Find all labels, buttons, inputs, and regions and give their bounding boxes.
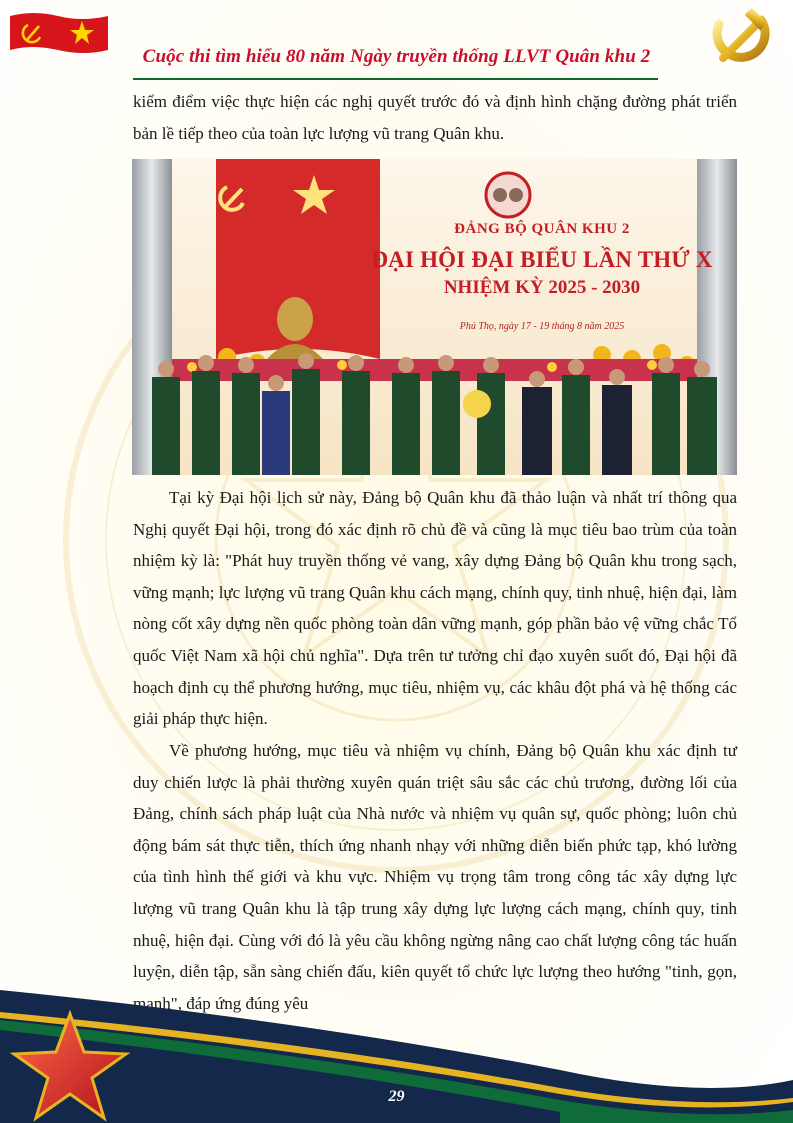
header-divider — [133, 78, 658, 80]
page-header-title: Cuộc thi tìm hiểu 80 năm Ngày truyền thống LLVT Quân khu 2 — [142, 46, 651, 67]
backdrop-line-1: ĐẢNG BỘ QUÂN KHU 2 — [454, 221, 630, 237]
body-paragraph-2: Về phương hướng, mục tiêu và nhiệm vụ chính, Đảng bộ Quân khu xác định tư duy chiến lược là phải thường xuyên quán triệt sâu sắc các chủ trương, đường lối của Đảng, chính sách pháp luật của Nhà nước và nhiệm vụ quân sự, quốc phòng; luôn chủ động bám sát thực tiễn, thích ứng nhanh nhạy với những diễn biến phức tạp, khó lường của tình hình thế giới và khu vực. Nhiệm vụ trọng tâm trong công tác xây dựng lực lượng vũ trang Quân khu là tập trung xây dựng lực lượng cách mạng, chính quy, tinh nhuệ, hiện đại. Cùng với đó là yêu cầu không ngừng nâng cao chất lượng công tác huấn luyện, diễn tập, sẵn sàng chiến đấu, kiên quyết tổ chức lực lượng theo hướng "tinh, gọn, mạnh", đáp ứng đúng yêu — [133, 741, 737, 1013]
backdrop-line-3: NHIỆM KỲ 2025 - 2030 — [443, 277, 641, 298]
intro-paragraph: kiểm điểm việc thực hiện các nghị quyết trước đó và định hình chặng đường phát triển bản lề tiếp theo của toàn lực lượng vũ trang Quân khu. — [133, 92, 737, 143]
page-number: 29 — [388, 1088, 405, 1105]
congress-photo — [132, 159, 737, 475]
photo-illustration — [132, 159, 737, 475]
backdrop-line-2: ĐẠI HỘI ĐẠI BIỂU LẦN THỨ X — [371, 247, 713, 272]
body-paragraph-1: Tại kỳ Đại hội lịch sử này, Đảng bộ Quân khu đã thảo luận và nhất trí thông qua Nghị quyết Đại hội, trong đó xác định rõ chủ đề và cũng là mục tiêu bao trùm của toàn nhiệm kỳ là: "Phát huy truyền thống vẻ vang, xây dựng Đảng bộ Quân khu trong sạch, vững mạnh; lực lượng vũ trang Quân khu cách mạng, chính quy, tinh nhuệ, hiện đại, làm nòng cốt xây dựng nền quốc phòng toàn dân vững mạnh, góp phần bảo vệ vững chắc Tổ quốc Việt Nam xã hội chủ nghĩa". Dựa trên tư tưởng chỉ đạo xuyên suốt đó, Đại hội đã hoạch định cụ thể phương hướng, mục tiêu, nhiệm vụ, các khâu đột phá và hệ thống các giải pháp thực hiện. — [133, 488, 737, 729]
backdrop-line-4: Phú Thọ, ngày 17 - 19 tháng 8 năm 2025 — [459, 321, 625, 332]
